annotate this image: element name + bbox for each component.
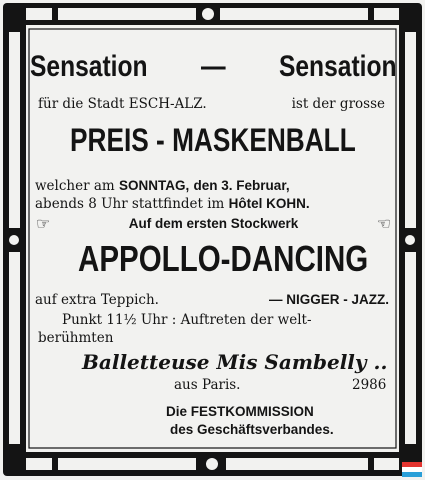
dancing-title: APPOLLO-DANCING — [78, 238, 369, 279]
signature-committee: FESTKOMMISSION — [190, 404, 314, 419]
pointing-hand-left-icon: ☜ — [376, 214, 391, 233]
header-dash: — — [200, 50, 226, 83]
intro-city: für die Stadt ESCH-ALZ. — [38, 96, 207, 112]
program-line-3: berühmten — [38, 330, 114, 346]
event-day: SONNTAG, — [119, 178, 190, 193]
header-right: Sensation — [278, 50, 397, 83]
header-left: Sensation — [30, 50, 148, 83]
details-line-3 — [30, 216, 397, 232]
signature-line-2: des Geschäftsverbandes. — [170, 422, 334, 437]
details-text: welcher am — [35, 178, 115, 194]
program-line-1 — [30, 292, 397, 308]
intro-line — [30, 96, 397, 112]
performer-name: Balletteuse Mis Sambelly .. — [82, 350, 388, 374]
flag-icon — [402, 462, 422, 477]
carpet-note: auf extra Teppich. — [35, 292, 159, 308]
signature-article: Die — [166, 404, 188, 419]
intro-rest: ist der grosse — [291, 96, 385, 112]
ad-number: 2986 — [352, 377, 387, 393]
floor-info: Auf dem ersten Stockwerk — [128, 216, 299, 231]
details-line-2 — [35, 196, 402, 212]
pointing-hand-right-icon: ☞ — [36, 214, 51, 233]
performer-origin: aus Paris. — [174, 377, 241, 393]
event-date: den 3. Februar, — [193, 178, 290, 193]
details-line-1 — [35, 178, 402, 194]
advertisement-body — [30, 44, 397, 437]
jazz-note: — NIGGER - JAZZ. — [268, 292, 389, 307]
program-line-2: Punkt 11½ Uhr : Auftreten der welt- — [62, 312, 312, 328]
ball-title: PREIS - MASKENBALL — [70, 122, 356, 158]
header-line — [30, 50, 397, 84]
details-time: abends 8 Uhr stattfindet im — [35, 196, 225, 212]
venue-name: Hôtel KOHN. — [228, 196, 310, 211]
signature-line-1 — [166, 404, 425, 419]
